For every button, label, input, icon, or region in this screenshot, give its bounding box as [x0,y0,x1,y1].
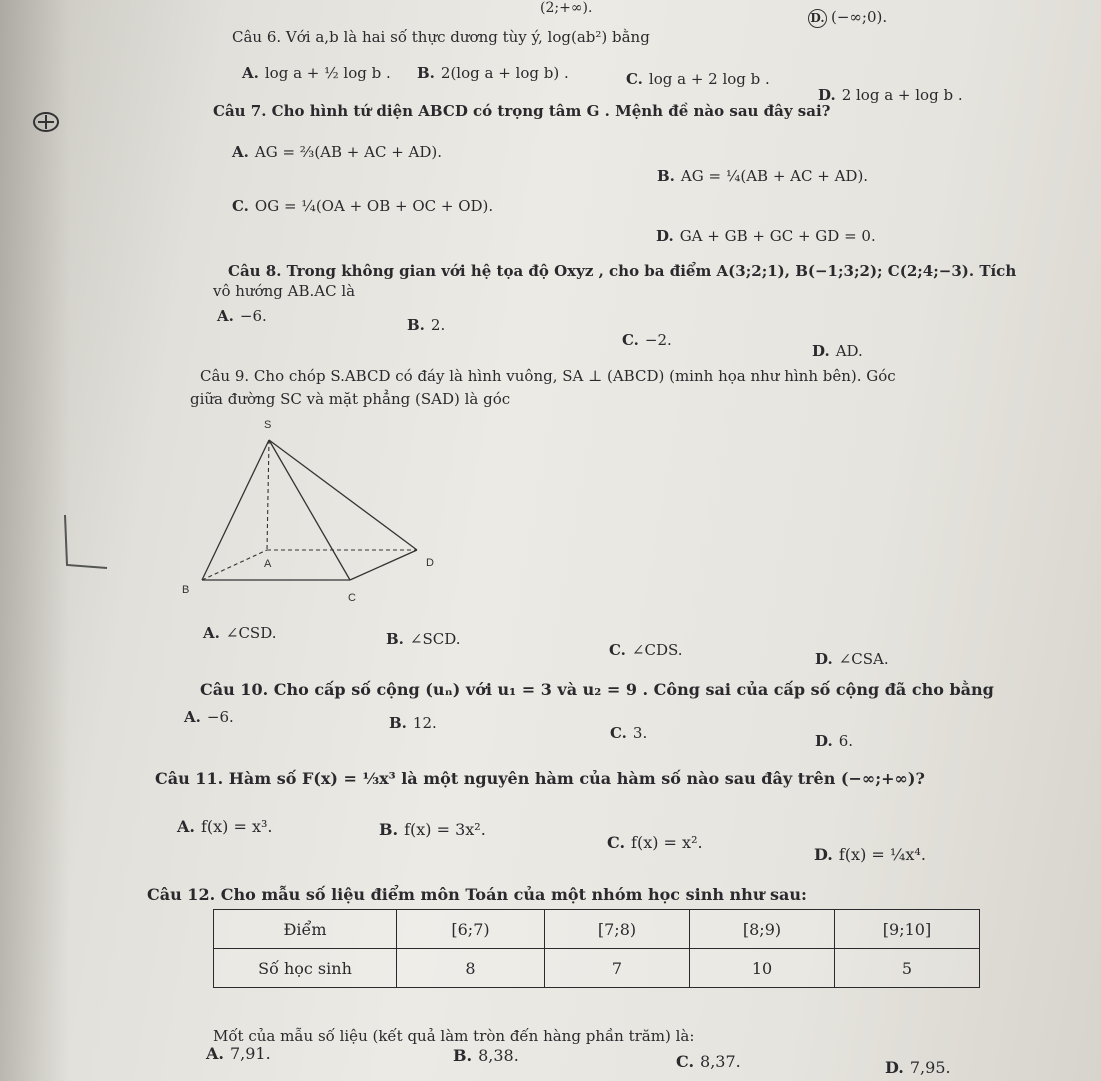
q7-option-a: A. AG = ⅔(AB + AC + AD). [232,143,443,161]
q7-option-d: D. GA + GB + GC + GD = 0. [656,227,876,245]
q12-option-b: B. 8,38. [453,1046,519,1065]
table-cell: [9;10] [835,910,980,949]
figure-label-s: S [264,419,272,431]
q11-stem: Câu 11. Hàm số F(x) = ⅓x³ là một nguyên hàm của hàm số nào sau đây trên (−∞;+∞)? [155,769,925,788]
q10-option-c: C. 3. [610,724,648,742]
q12-caption: Mốt của mẫu số liệu (kết quả làm tròn đến hàng phần trăm) là: [213,1027,695,1045]
q11-option-d: D. f(x) = ¼x⁴. [814,845,926,864]
q10-option-d: D. 6. [815,732,854,750]
q7-stem: Câu 7. Cho hình tứ diện ABCD có trọng tâm G . Mệnh đề nào sau đây sai? [213,102,831,120]
q7-option-b: B. AG = ¼(AB + AC + AD). [657,167,869,185]
q5-option-d: D. (−∞;0). [808,8,887,28]
q11-option-b: B. f(x) = 3x². [379,820,486,839]
q10-option-b: B. 12. [389,714,437,732]
table-cell: 8 [397,949,545,988]
q10-option-a: A. −6. [184,708,234,726]
score-table [213,909,980,988]
q6-option-a: A. log a + ½ log b . [242,64,391,82]
table-header-cell: Điểm [214,910,397,949]
table-row [214,949,980,988]
table-cell: 5 [835,949,980,988]
q6-option-d: D. 2 log a + log b . [818,86,963,104]
margin-pencil-mark [55,510,115,590]
figure-label-d: D [426,557,434,569]
q12-option-c: C. 8,37. [676,1052,741,1071]
figure-label-b: B [182,584,190,596]
table-cell: 10 [690,949,835,988]
q8-option-b: B. 2. [407,316,446,334]
q9-stem-line2: giữa đường SC và mặt phẳng (SAD) là góc [190,390,511,408]
table-cell: [8;9) [690,910,835,949]
q11-option-a: A. f(x) = x³. [177,817,273,836]
q8-option-d: D. AD. [812,342,863,360]
q12-option-d: D. 7,95. [885,1058,951,1077]
q9-option-c: C. ∠CDS. [609,641,683,659]
q8-stem-line2: vô hướng AB.AC là [213,282,356,300]
q10-stem: Câu 10. Cho cấp số cộng (uₙ) với u₁ = 3 và u₂ = 9 . Công sai của cấp số cộng đã cho bằng [200,680,994,699]
table-cell: 7 [545,949,690,988]
figure-label-c: C [348,592,356,604]
q9-option-a: A. ∠CSD. [203,624,277,642]
q8-option-c: C. −2. [622,331,672,349]
table-header-cell: Số học sinh [214,949,397,988]
q12-option-a: A. 7,91. [206,1044,271,1063]
q8-option-a: A. −6. [217,307,267,325]
q6-option-b: B. 2(log a + log b) . [417,64,569,82]
prev-question-fragment: (2;+∞). [540,0,593,16]
q12-stem: Câu 12. Cho mẫu số liệu điểm môn Toán của một nhóm học sinh như sau: [147,885,807,904]
table-row [214,910,980,949]
q5-d-marker: D. [808,9,827,28]
pyramid-figure [172,410,452,610]
q9-option-d: D. ∠CSA. [815,650,889,668]
q9-option-b: B. ∠SCD. [386,630,461,648]
table-cell: [6;7) [397,910,545,949]
q11-option-c: C. f(x) = x². [607,833,703,852]
ink-mark [28,108,68,138]
q8-stem: Câu 8. Trong không gian với hệ tọa độ Oxyz , cho ba điểm A(3;2;1), B(−1;3;2); C(2;4;−3). Tích [228,262,1017,280]
table-cell: [7;8) [545,910,690,949]
q6-stem: Câu 6. Với a,b là hai số thực dương tùy ý, log(ab²) bằng [232,28,650,46]
figure-label-a: A [264,558,272,570]
q7-option-c: C. OG = ¼(OA + OB + OC + OD). [232,197,494,215]
q6-option-c: C. log a + 2 log b . [626,70,770,88]
q9-stem: Câu 9. Cho chóp S.ABCD có đáy là hình vuông, SA ⊥ (ABCD) (minh họa như hình bên). Góc [200,367,896,385]
